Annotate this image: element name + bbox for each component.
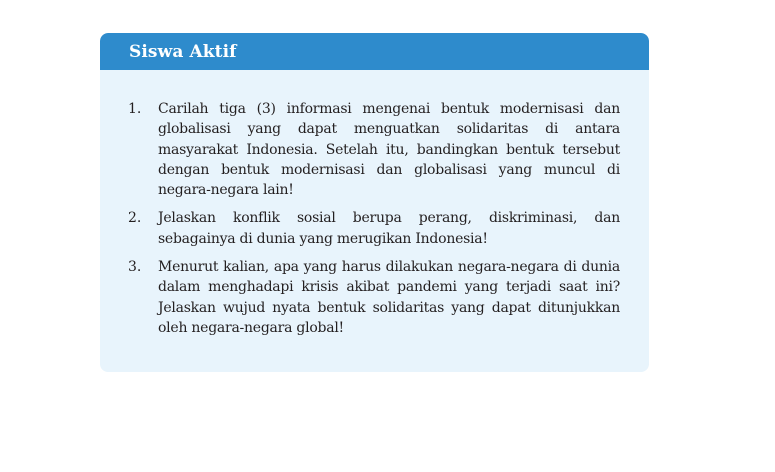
list-item-text: Jelaskan konflik sosial berupa perang, diskriminasi, dan sebagainya di dunia yang merugikan Indonesia!	[158, 210, 620, 247]
list-item-number: 3.	[128, 259, 142, 276]
list-item-text: Carilah tiga (3) informasi mengenai bentuk modernisasi dan globalisasi yang dapat menguatkan solidaritas di antara masyarakat Indonesia. Setelah itu, bandingkan bentuk tersebut dengan bentuk modernisasi dan globalisasi yang muncul di negara-negara lain!	[158, 101, 620, 199]
question-list	[128, 99, 620, 346]
list-item	[128, 99, 620, 200]
list-item	[128, 208, 620, 249]
activity-box	[100, 33, 649, 372]
activity-box-header	[100, 33, 649, 70]
list-item-number: 2.	[128, 210, 142, 227]
activity-box-title: Siswa Aktif	[129, 41, 237, 62]
list-item-number: 1.	[128, 101, 142, 117]
list-item	[128, 257, 620, 338]
list-item-text: Menurut kalian, apa yang harus dilakukan negara-negara di dunia dalam menghadapi krisis akibat pandemi yang terjadi saat ini? Jelaskan wujud nyata bentuk solidaritas yang dapat ditunjukkan oleh negara-negara global!	[158, 259, 620, 336]
